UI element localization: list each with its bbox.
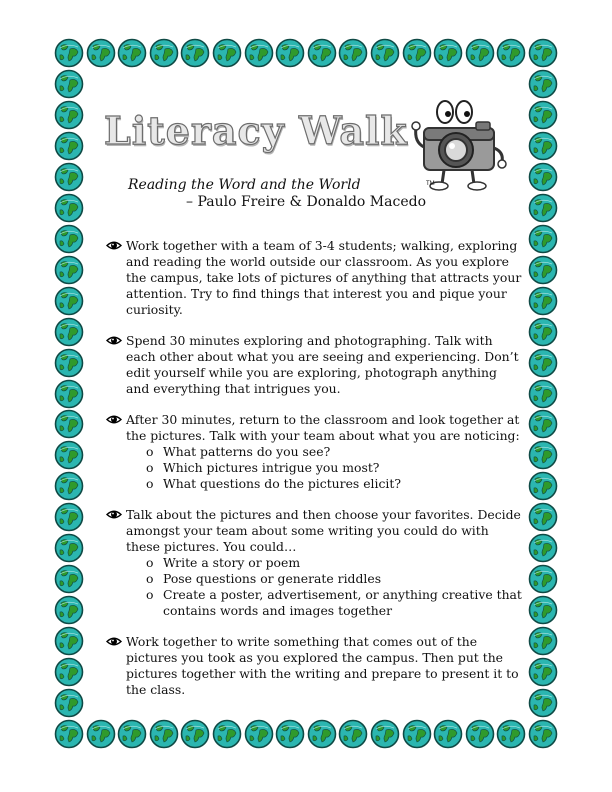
item-text: Work together with a team of 3-4 students; walking, exploring and reading the world outside our classroom. As you explore the campus, take lots of pictures of anything that attracts your attention. Try to find things that interest you and pique your curiosity.	[126, 238, 522, 317]
globe-icon	[496, 38, 526, 68]
globe-icon	[433, 719, 463, 749]
globe-icon	[528, 440, 558, 470]
list-item	[106, 507, 522, 619]
globe-icon	[54, 317, 84, 347]
eye-icon	[106, 414, 122, 425]
globe-icon	[528, 533, 558, 563]
globe-icon	[54, 286, 84, 316]
globe-icon	[54, 255, 84, 285]
globe-icon	[528, 317, 558, 347]
globe-icon	[212, 38, 242, 68]
item-text: After 30 minutes, return to the classroom and look together at the pictures. Talk with your team about what you are noticing:	[126, 412, 520, 443]
globe-icon	[338, 38, 368, 68]
globe-icon	[54, 38, 84, 68]
sub-list-item: o What patterns do you see?	[146, 444, 522, 460]
globe-icon	[528, 595, 558, 625]
globe-icon	[370, 38, 400, 68]
globe-icon	[528, 626, 558, 656]
globe-icon	[180, 38, 210, 68]
globe-icon	[54, 626, 84, 656]
item-text: Work together to write something that comes out of the pictures you took as you explored the campus. Then put the pictures together with the writing and prepare to present it to the class.	[126, 634, 519, 697]
globe-icon	[465, 719, 495, 749]
globe-icon	[86, 38, 116, 68]
list-item	[106, 634, 522, 698]
globe-icon	[212, 719, 242, 749]
globe-icon	[54, 719, 84, 749]
globe-icon	[528, 100, 558, 130]
globe-icon	[528, 131, 558, 161]
globe-icon	[307, 38, 337, 68]
globe-icon	[528, 38, 558, 68]
subtitle: Reading the Word and the World	[128, 177, 361, 193]
globe-icon	[54, 100, 84, 130]
globe-icon	[528, 409, 558, 439]
camera-mascot-icon	[410, 92, 510, 192]
globe-icon	[496, 719, 526, 749]
globe-icon	[54, 224, 84, 254]
item-text: Talk about the pictures and then choose your favorites. Decide amongst your team about some writing you could do with these pictures. You could…	[126, 507, 521, 554]
globe-icon	[54, 471, 84, 501]
globe-icon	[54, 440, 84, 470]
globe-icon	[54, 348, 84, 378]
eye-icon	[106, 335, 122, 346]
globe-icon	[54, 131, 84, 161]
globe-icon	[528, 471, 558, 501]
globe-icon	[528, 379, 558, 409]
globe-icon	[149, 719, 179, 749]
globe-icon	[528, 502, 558, 532]
globe-icon	[54, 379, 84, 409]
globe-icon	[528, 348, 558, 378]
globe-icon	[528, 224, 558, 254]
globe-icon	[54, 657, 84, 687]
item-text: Spend 30 minutes exploring and photographing. Talk with each other about what you are seeing and experiencing. Don’t edit yourself while you are exploring, photograph anything and everything that intrigues you.	[126, 333, 519, 396]
eye-icon	[106, 636, 122, 647]
globe-icon	[528, 688, 558, 718]
globe-icon	[370, 719, 400, 749]
globe-icon	[275, 38, 305, 68]
trademark-mark: TM	[426, 181, 435, 187]
sub-list-item: o Write a story or poem	[146, 555, 522, 571]
globe-icon	[338, 719, 368, 749]
globe-icon	[402, 719, 432, 749]
globe-icon	[54, 162, 84, 192]
globe-icon	[117, 719, 147, 749]
globe-icon	[528, 255, 558, 285]
sub-list	[126, 555, 522, 619]
globe-icon	[117, 38, 147, 68]
globe-icon	[275, 719, 305, 749]
list-item	[106, 238, 522, 318]
globe-icon	[54, 688, 84, 718]
list-item	[106, 412, 522, 492]
globe-icon	[54, 502, 84, 532]
globe-icon	[149, 38, 179, 68]
list-item	[106, 333, 522, 397]
page-title: Literacy Walk	[104, 108, 408, 153]
sub-list-item: o Create a poster, advertisement, or anything creative that contains words and images together	[146, 587, 522, 619]
byline: – Paulo Freire & Donaldo Macedo	[186, 194, 427, 210]
globe-icon	[528, 69, 558, 99]
globe-icon	[528, 286, 558, 316]
globe-icon	[528, 719, 558, 749]
sub-list-item: o Which pictures intrigue you most?	[146, 460, 522, 476]
sub-list-item: o Pose questions or generate riddles	[146, 571, 522, 587]
globe-icon	[465, 38, 495, 68]
globe-icon	[54, 69, 84, 99]
globe-icon	[54, 595, 84, 625]
globe-icon	[54, 193, 84, 223]
globe-icon	[433, 38, 463, 68]
globe-icon	[307, 719, 337, 749]
instructions-list	[106, 238, 522, 713]
globe-icon	[528, 162, 558, 192]
globe-icon	[86, 719, 116, 749]
globe-icon	[244, 38, 274, 68]
globe-icon	[180, 719, 210, 749]
globe-icon	[528, 657, 558, 687]
globe-icon	[528, 564, 558, 594]
globe-icon	[54, 409, 84, 439]
eye-icon	[106, 240, 122, 251]
sub-list-item: o What questions do the pictures elicit?	[146, 476, 522, 492]
globe-icon	[402, 38, 432, 68]
globe-icon	[244, 719, 274, 749]
globe-icon	[54, 533, 84, 563]
globe-icon	[54, 564, 84, 594]
globe-icon	[528, 193, 558, 223]
sub-list	[126, 444, 522, 492]
eye-icon	[106, 509, 122, 520]
